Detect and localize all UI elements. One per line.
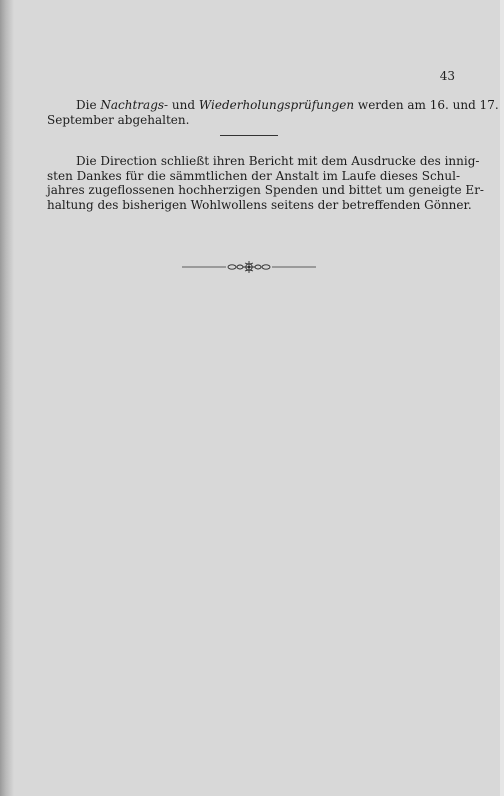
paragraph-2-line-1: Die Direction schließt ihren Bericht mit dem Ausdrucke des innig- (76, 154, 480, 168)
paragraph-1-line-2: September abgehalten. (47, 112, 190, 127)
section-separator (220, 135, 278, 136)
italic-term-nachtrags: Nachtrags- (100, 98, 169, 112)
paragraph-2-line-4: haltung des bisherigen Wohlwollens seitens der betreffenden Gönner. (47, 197, 472, 212)
page-number: 43 (439, 69, 455, 83)
floral-ornament-icon (182, 260, 316, 274)
text-segment: Die (76, 98, 101, 112)
paragraph-closing-thanks (47, 154, 484, 212)
page-edge (500, 0, 504, 796)
text-segment: und (168, 98, 199, 112)
paragraph-2-line-3: jahres zugeflossenen hochherzigen Spenden und bittet um geneigte Er- (47, 183, 484, 197)
paragraph-1-line-1 (47, 98, 499, 113)
binding-shadow (0, 0, 14, 796)
paragraph-exam-dates (47, 98, 499, 127)
text-segment: werden am 16. und 17. (354, 98, 499, 112)
paragraph-2-line-2: sten Dankes für die sämmtlichen der Anstalt im Laufe dieses Schul- (47, 168, 461, 183)
italic-term-wiederholung: Wiederholungsprüfungen (198, 98, 355, 112)
